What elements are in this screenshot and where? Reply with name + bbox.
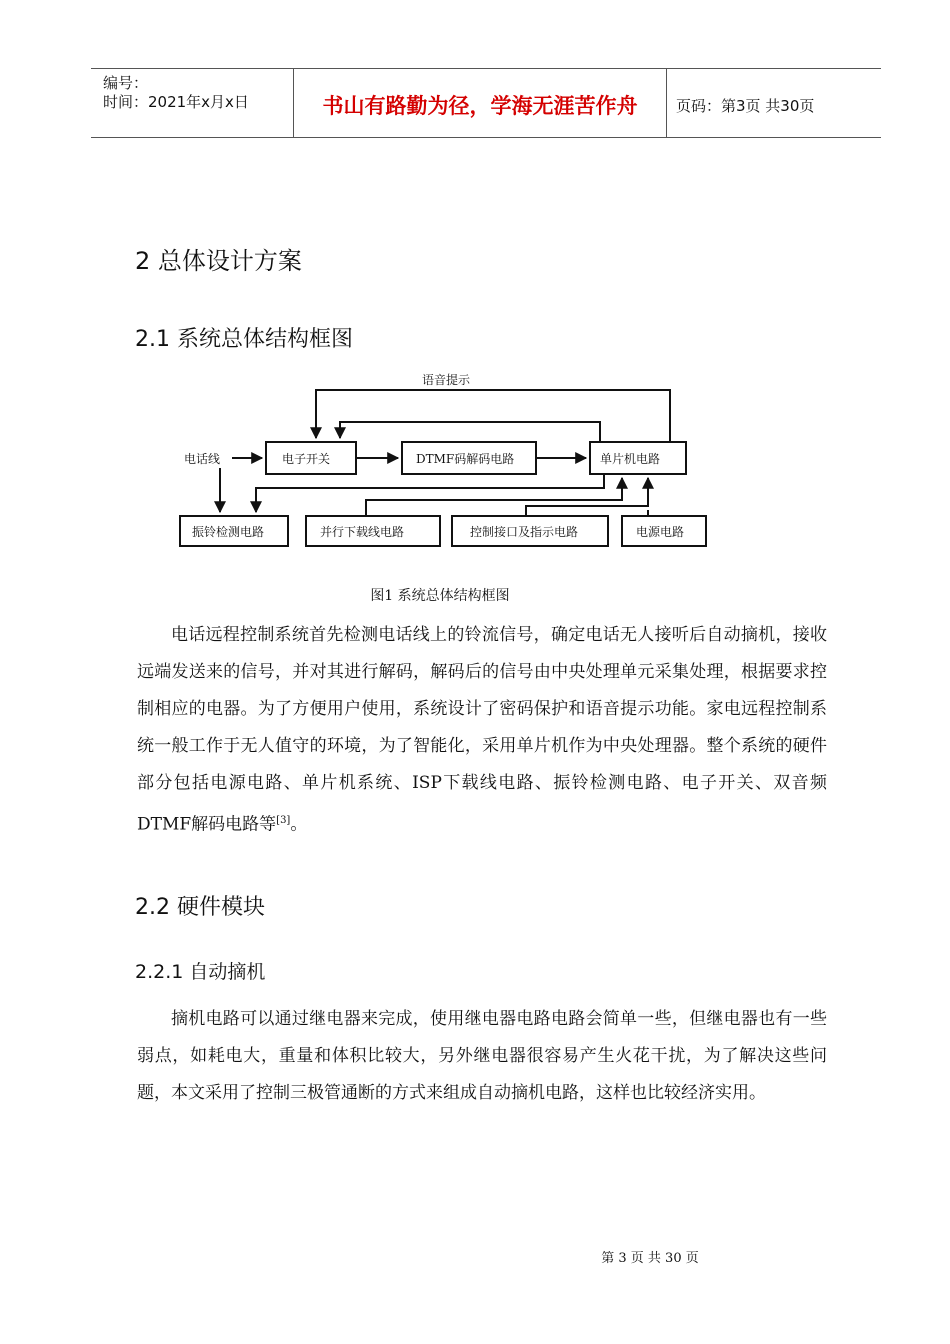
section-2-2-1-title: 2.2.1 自动摘机 [135,961,266,983]
label-ring-detect: 振铃检测电路 [192,525,265,539]
document-number-label: 编号： [103,74,149,92]
section-2-1-title: 2.1 系统总体结构框图 [135,327,353,352]
section-2-2-title: 2.2 硬件模块 [135,895,265,920]
paragraph-auto-offhook: 摘机电路可以通过继电器来完成，使用继电器电路电路会简单一些，但继电器也有一些弱点，如耗电大，重量和体积比较大，另外继电器很容易产生火花干扰，为了解决这些问题，本文采用了控制三极管通断的方式来组成自动摘机电路，这样也比较经济实用。 [137,1009,827,1103]
header-motto: 书山有路勤为径，学海无涯苦作舟 [322,94,638,118]
header-page-cell [666,69,881,137]
label-parallel-download: 并行下载线电路 [320,525,405,539]
paragraph-end-mark: 。 [290,814,308,835]
system-block-diagram [170,360,730,560]
header-motto-cell [293,69,667,137]
label-power: 电源电路 [636,525,685,539]
page-header [91,68,881,138]
section-2-title: 2 总体设计方案 [135,247,302,275]
label-dtmf-decoder: DTMF码解码电路 [416,452,515,466]
label-electronic-switch: 电子开关 [282,452,331,466]
document-time-label: 时间：2021年x月x日 [103,93,249,111]
label-control-interface: 控制接口及指示电路 [470,525,579,539]
label-mcu: 单片机电路 [600,452,661,466]
figure-caption: 图1 系统总体结构框图 [370,588,510,604]
header-left-cell [91,69,293,137]
page-footer: 第 3 页 共 30 页 [601,1251,699,1266]
paragraph-system-overview [137,617,827,844]
citation-ref: [3] [276,815,291,826]
label-phone-line: 电话线 [184,452,221,466]
paragraph-system-overview-text: 电话远程控制系统首先检测电话线上的铃流信号，确定电话无人接听后自动摘机，接收远端发送来的信号，并对其进行解码，解码后的信号由中央处理单元采集处理，根据要求控制相应的电器。为了方便用户使用，系统设计了密码保护和语音提示功能。家电远程控制系统一般工作于无人值守的环境，为了智能化，采用单片机作为中央处理器。整个系统的硬件部分包括电源电路、单片机系统、ISP下载线电路、振铃检测电路、电子开关、双音频DTMF解码电路等 [137,625,827,835]
label-voice-prompt: 语音提示 [422,373,471,387]
header-page-label: 页码：第3页 共30页 [676,97,815,115]
